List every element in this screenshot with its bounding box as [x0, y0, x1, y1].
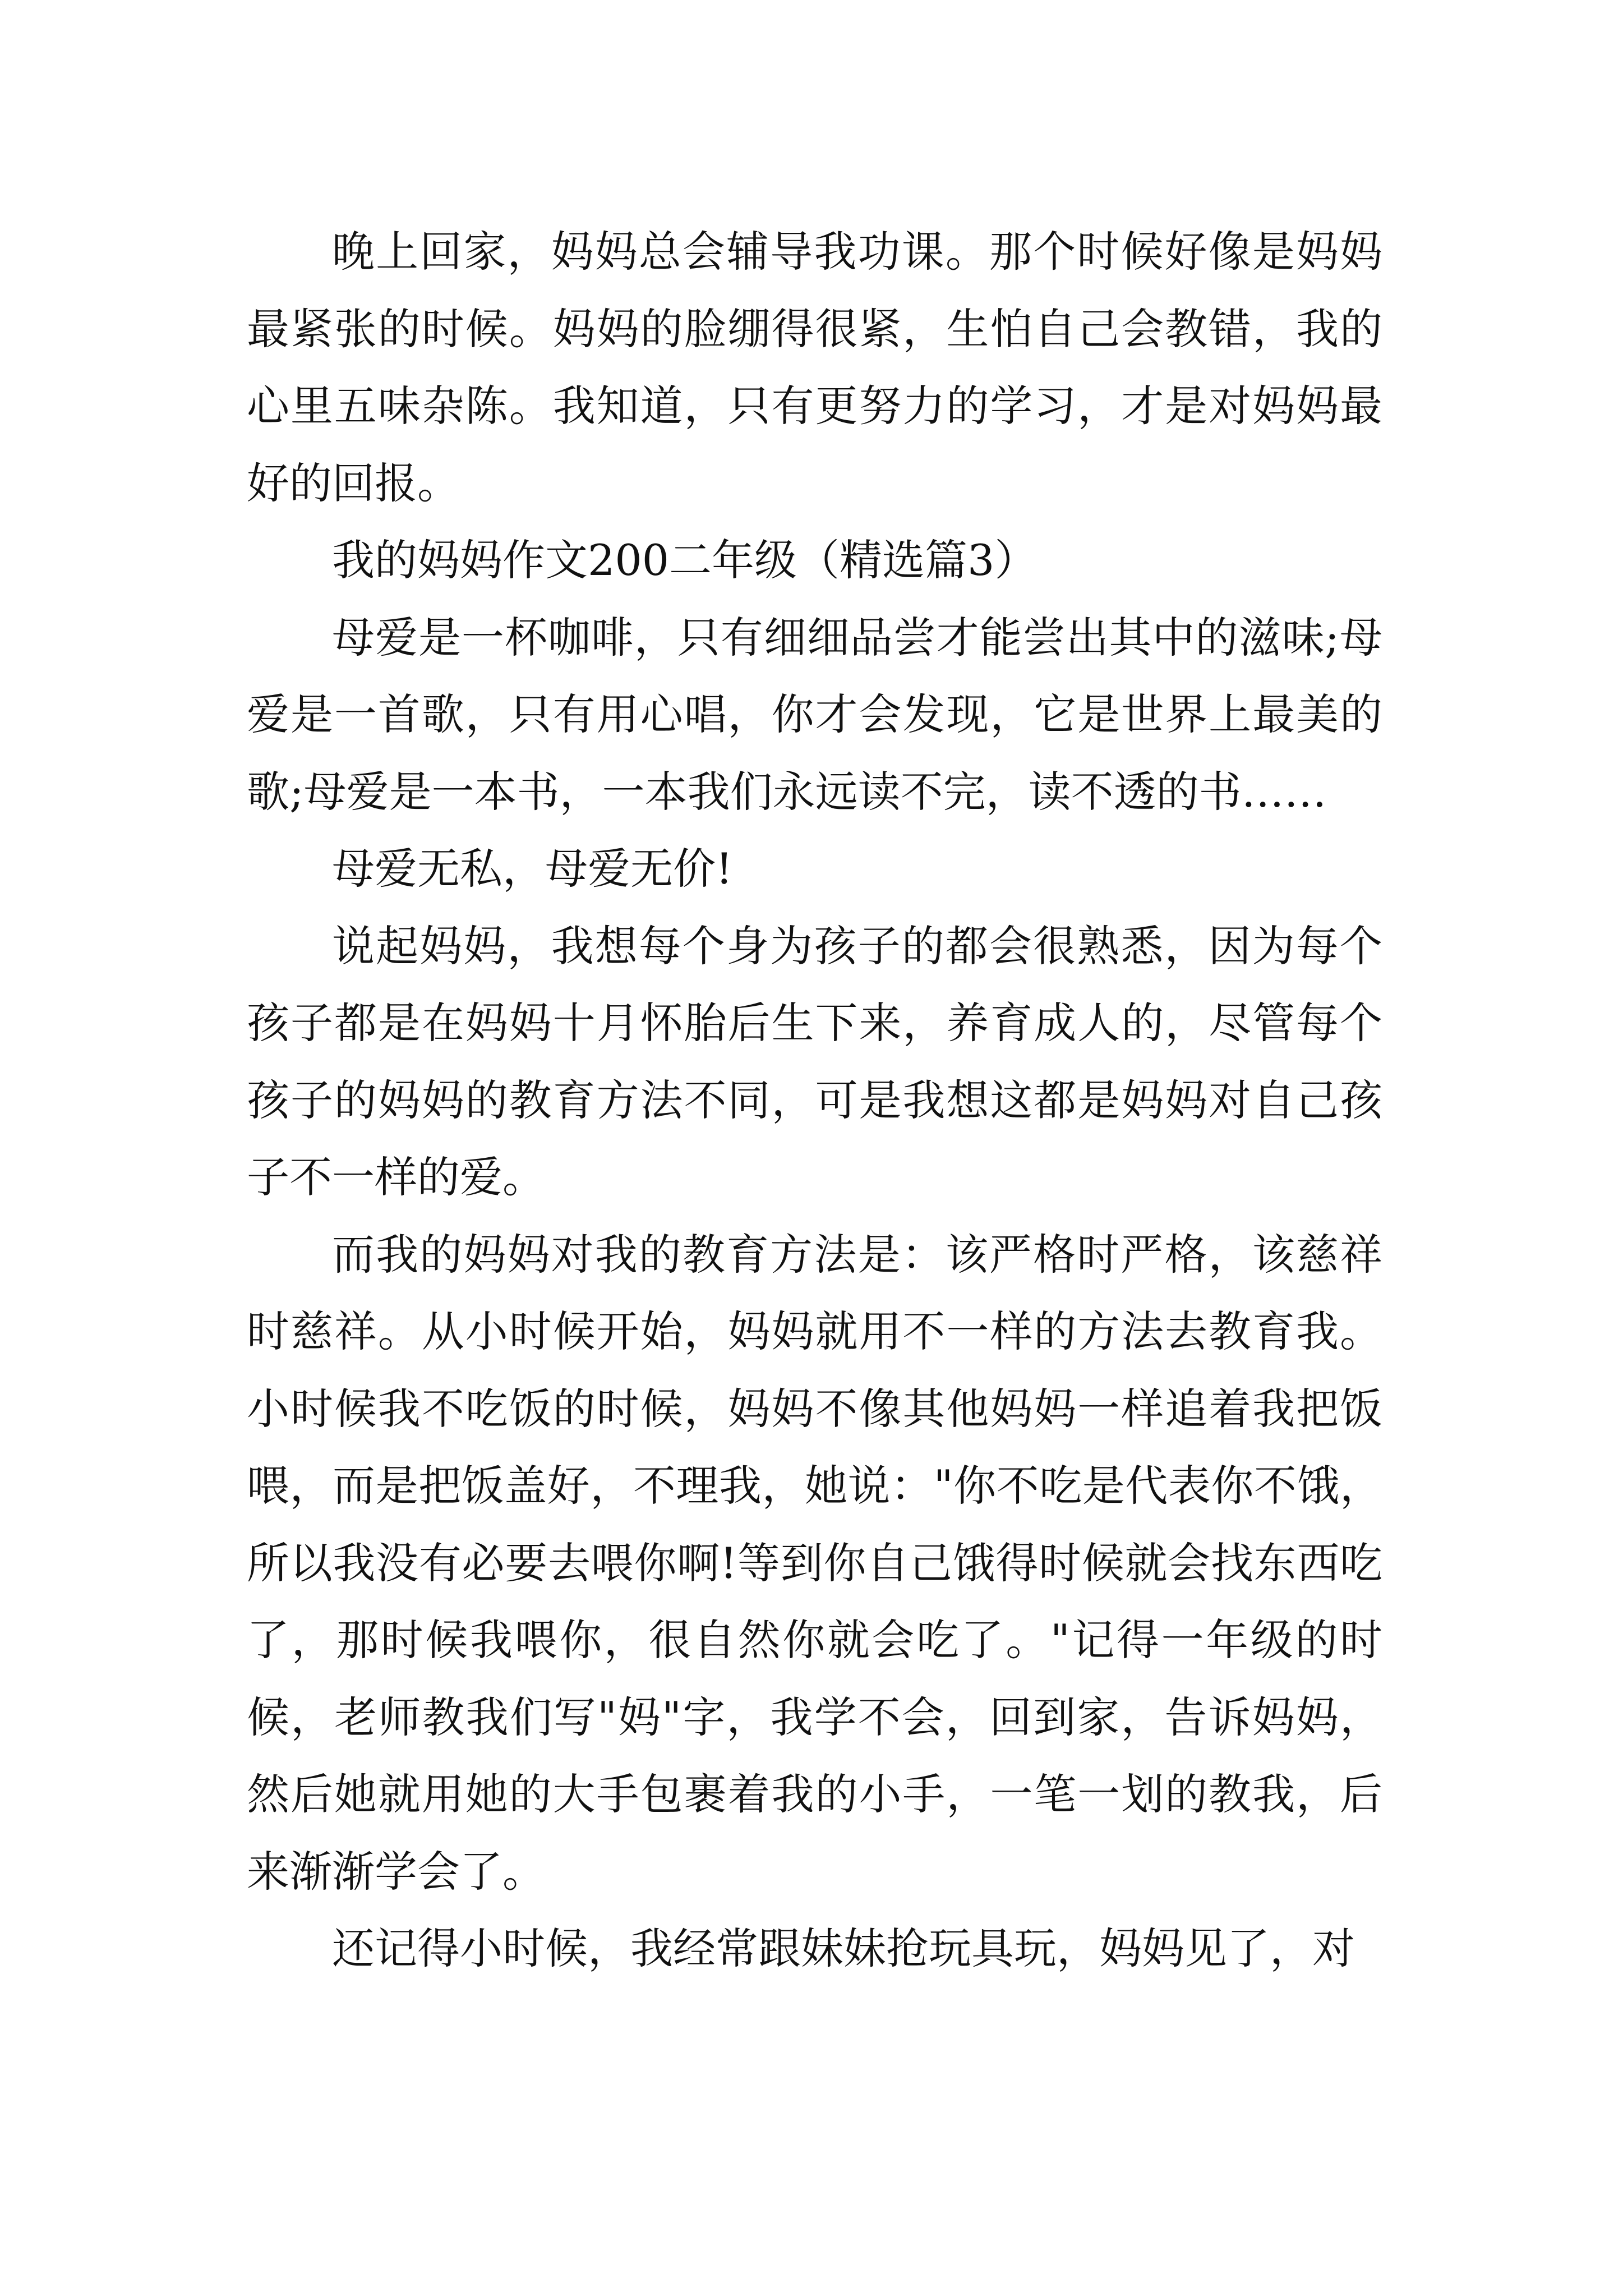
- paragraph-education-method: 而我的妈妈对我的教育方法是：该严格时严格，该慈祥时慈祥。从小时候开始，妈妈就用不一样的方法去教育我。小时候我不吃饭的时候，妈妈不像其他妈妈一样追着我把饭喂，而是把饭盖好，不理我，她说："你不吃是代表你不饿，所以我没有必要去喂你啊!等到你自己饿得时候就会找东西吃了，那时候我喂你，很自然你就会吃了。"记得一年级的时候，老师教我们写"妈"字，我学不会，回到家，告诉妈妈，然后她就用她的大手包裹着我的小手，一笔一划的教我，后来渐渐学会了。: [247, 1229, 1382, 1897]
- section-heading: 我的妈妈作文200二年级（精选篇3）: [332, 535, 1038, 585]
- article-body: [247, 213, 1382, 1987]
- paragraph-homework: 晚上回家，妈妈总会辅导我功课。那个时候好像是妈妈最紧张的时候。妈妈的脸绷得很紧，生怕自己会教错，我的心里五味杂陈。我知道，只有更努力的学习，才是对妈妈最好的回报。: [247, 227, 1382, 508]
- paragraph-childhood-memory: 还记得小时候，我经常跟妹妹抢玩具玩，妈妈见了，对: [332, 1924, 1355, 1973]
- paragraph-about-mother: 说起妈妈，我想每个身为孩子的都会很熟悉，因为每个孩子都是在妈妈十月怀胎后生下来，养育成人的，尽管每个孩子的妈妈的教育方法不同，可是我想这都是妈妈对自己孩子不一样的爱。: [247, 921, 1382, 1202]
- paragraph-mother-love-metaphor: 母爱是一杯咖啡，只有细细品尝才能尝出其中的滋味;母爱是一首歌，只有用心唱，你才会发现，它是世界上最美的歌;母爱是一本书，一本我们永远读不完，读不透的书……: [247, 612, 1382, 817]
- paragraph-selfless-love: 母爱无私，母爱无价!: [332, 844, 733, 894]
